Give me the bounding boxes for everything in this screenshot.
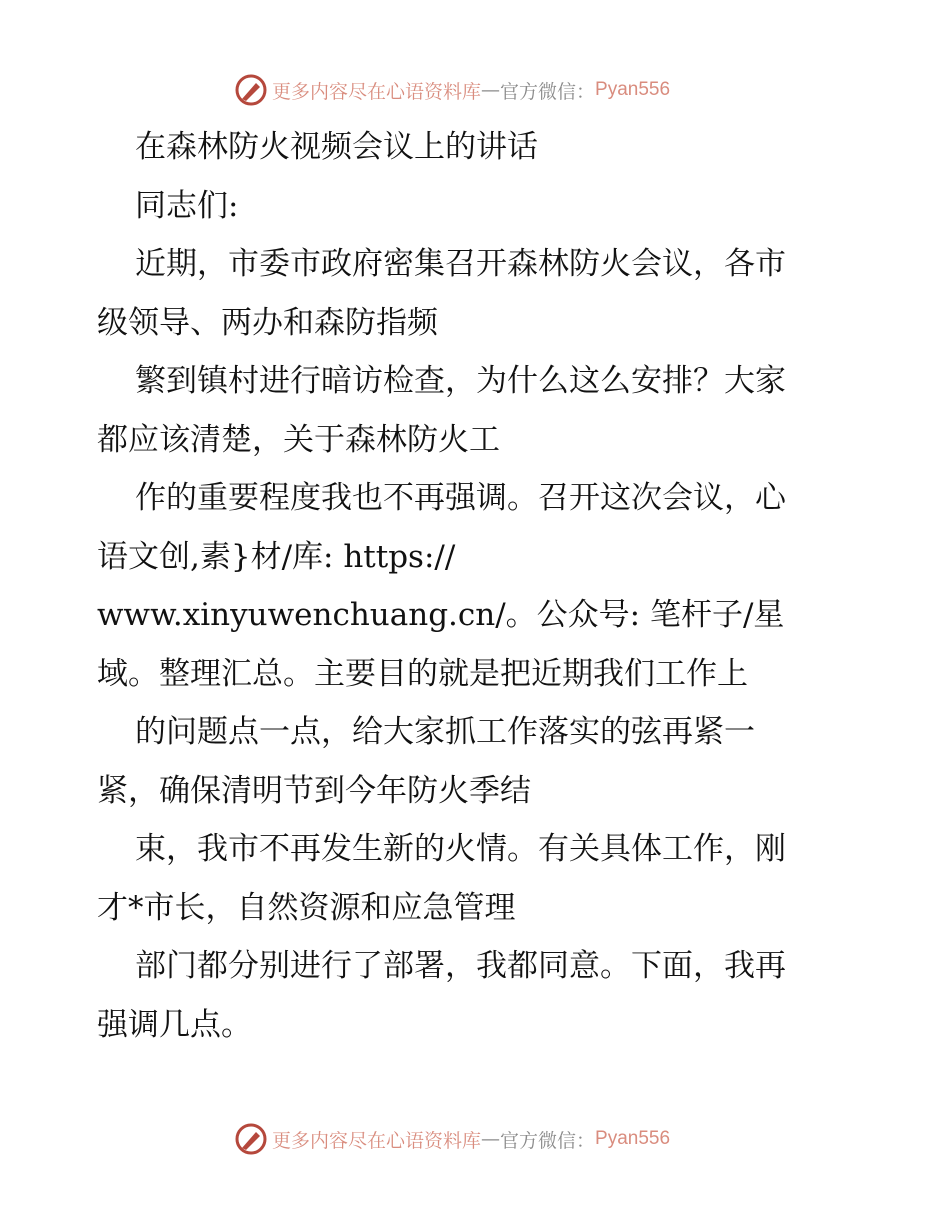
text-line: 域。整理汇总。主要目的就是把近期我们工作上 bbox=[97, 655, 748, 692]
text-line: 语文创,素}材/库: https:// bbox=[97, 538, 456, 575]
text-line: 的问题点一点，给大家抓工作落实的弦再紧一 bbox=[135, 714, 755, 750]
text-line: 近期，市委市政府密集召开森林防火会议，各市 bbox=[135, 246, 786, 282]
text-line: 紧，确保清明节到今年防火季结 bbox=[97, 772, 531, 809]
text-line: 繁到镇村进行暗访检查，为什么这么安排？大家 bbox=[135, 363, 786, 399]
watermark-dash: — bbox=[481, 79, 501, 101]
text-line: 作的重要程度我也不再强调。召开这次会议，心 bbox=[135, 480, 786, 516]
text-line: 同志们: bbox=[135, 187, 239, 224]
text-line: 强调几点。 bbox=[97, 1006, 252, 1043]
text-line: 级领导、两办和森防指频 bbox=[97, 304, 438, 341]
watermark-id: Pyan556 bbox=[595, 1128, 671, 1149]
watermark-label: 官方微信： bbox=[500, 80, 596, 103]
watermark-id: Pyan556 bbox=[595, 79, 671, 100]
watermark-label: 官方微信： bbox=[500, 1129, 596, 1152]
pen-logo-icon bbox=[234, 73, 268, 107]
watermark-prefix: 更多内容尽在心语资料库 bbox=[272, 1130, 482, 1152]
text-line: 才*市长，自然资源和应急管理 bbox=[97, 889, 516, 926]
text-line: 束，我市不再发生新的火情。有关具体工作，刚 bbox=[135, 831, 786, 867]
text-line: 部门都分别进行了部署，我都同意。下面，我再 bbox=[135, 948, 786, 984]
pen-logo-icon bbox=[234, 1122, 268, 1156]
text-line: www.xinyuwenchuang.cn/。公众号: 笔杆子/星 bbox=[97, 597, 785, 633]
text-line: 在森林防火视频会议上的讲话 bbox=[135, 129, 538, 165]
text-line: 都应该清楚，关于森林防火工 bbox=[97, 421, 500, 458]
header-watermark bbox=[234, 73, 670, 107]
watermark-prefix: 更多内容尽在心语资料库 bbox=[272, 81, 482, 103]
footer-watermark bbox=[234, 1122, 670, 1156]
watermark-dash: — bbox=[481, 1128, 501, 1150]
